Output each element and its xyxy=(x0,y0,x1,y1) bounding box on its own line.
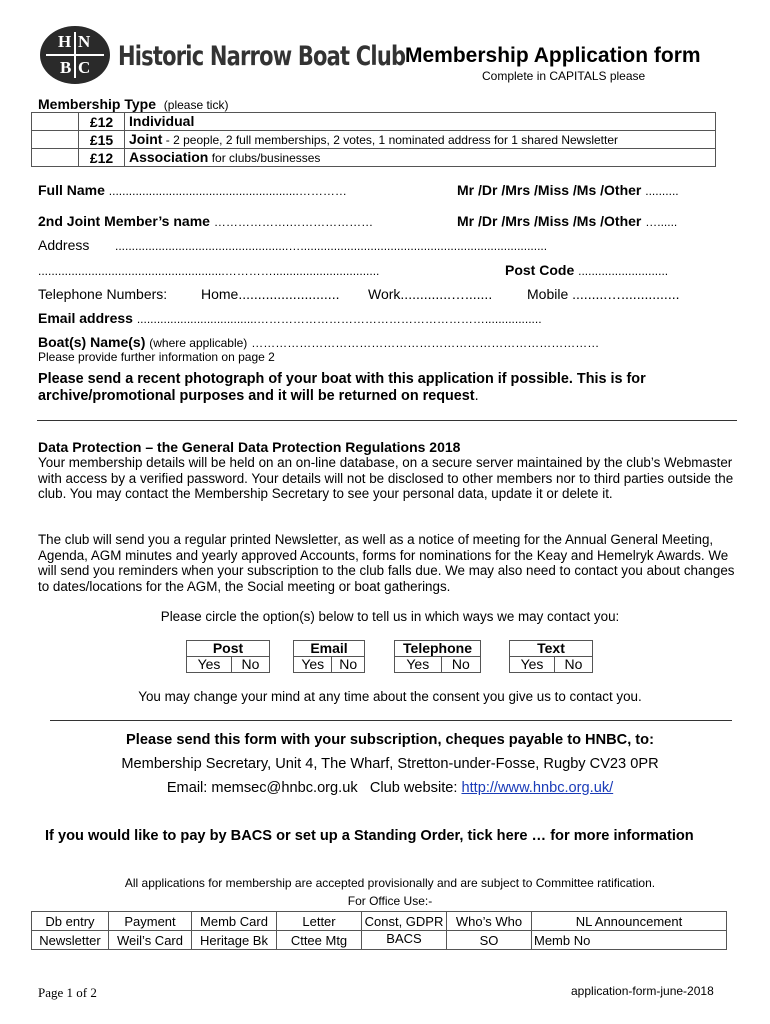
membership-price: £12 xyxy=(79,149,125,167)
send-contact xyxy=(0,780,770,796)
doc-id: application-form-june-2018 xyxy=(571,984,714,998)
consent-yes[interactable]: Yes xyxy=(395,657,442,673)
page2-note: Please provide further information on page 2 xyxy=(38,350,275,364)
office-cell: Memb No xyxy=(532,931,727,950)
membership-row-joint[interactable] xyxy=(32,131,716,149)
send-heading: Please send this form with your subscription, cheques payable to HNBC, to: xyxy=(126,732,654,748)
page-title: Membership Application form xyxy=(405,44,701,67)
divider xyxy=(50,720,732,721)
change-note: You may change your mind at any time about the consent you give us to contact you. xyxy=(138,689,642,704)
membership-type: Association xyxy=(129,149,209,165)
membership-type-hint: (please tick) xyxy=(163,98,229,112)
membership-type-heading xyxy=(38,96,228,112)
consent-yes[interactable]: Yes xyxy=(294,657,332,673)
office-cell: BACS xyxy=(362,931,447,950)
boats-field[interactable] xyxy=(38,334,599,350)
joint-member-dots[interactable]: ……………….………………… xyxy=(213,215,374,229)
phone-work[interactable]: Work.............…....... xyxy=(368,286,493,302)
full-name-label: Full Name xyxy=(38,182,105,198)
office-cell: Who’s Who xyxy=(447,912,532,931)
consent-no[interactable]: No xyxy=(441,657,480,673)
boats-hint: (where applicable) xyxy=(149,336,248,350)
consent-telephone xyxy=(394,640,481,673)
circle-note: Please circle the option(s) below to tell us in which ways we may contact you: xyxy=(160,609,620,624)
email-dots[interactable]: ....................................…………………………………………………................. xyxy=(136,312,542,326)
boats-dots[interactable]: …………………………………………………………………………… xyxy=(251,336,600,350)
consent-label: Email xyxy=(294,641,365,657)
org-name: Historic Narrow Boat Club xyxy=(118,41,406,71)
divider xyxy=(37,420,737,421)
gdpr-heading: Data Protection – the General Data Protection Regulations 2018 xyxy=(38,439,461,455)
boats-label: Boat(s) Name(s) xyxy=(38,334,146,350)
page-subtitle: Complete in CAPITALS please xyxy=(482,69,646,83)
office-cell: Db entry xyxy=(32,912,109,931)
office-use-label: For Office Use:- xyxy=(347,894,433,908)
consent-label: Telephone xyxy=(395,641,481,657)
photo-note xyxy=(38,371,718,405)
joint-member-label: 2nd Joint Member’s name xyxy=(38,213,210,229)
office-cell: Heritage Bk xyxy=(192,931,277,950)
consent-no[interactable]: No xyxy=(332,657,365,673)
gdpr-para-1: Your membership details will be held on an on-line database, on a secure server maintained by the club’s Webmaster with access by a verified password. Your details will not be disclosed to other members nor to third parties outside the club. You may contact the Membership Secretary to see your personal data, update it or delete it. xyxy=(38,455,734,501)
membership-type: Joint xyxy=(129,131,163,147)
phone-mobile[interactable]: Mobile .........…............... xyxy=(527,286,680,302)
consent-post xyxy=(186,640,270,673)
logo-letter-n: N xyxy=(78,32,91,51)
title-options-1[interactable] xyxy=(457,182,679,198)
title-options-label: Mr /Dr /Mrs /Miss /Ms /Other xyxy=(457,182,642,198)
gdpr-para-2: The club will send you a regular printed Newsletter, as well as a notice of meeting for the Annual General Meeting, Agenda, AGM minutes and yearly approved Accounts, forms for nominations for the Keay and Hemelryk Awards. We will send you reminders when your subscription to the club falls due. We may also need to contact you about changes to dates/locations for the AGM, the Social meeting or boat gatherings. xyxy=(38,532,735,594)
bacs-note[interactable]: If you would like to pay by BACS or set up a Standing Order, tick here … for more information xyxy=(45,828,694,844)
joint-member-field[interactable] xyxy=(38,213,373,229)
office-use-table xyxy=(31,911,727,950)
contact-email: Email: memsec@hnbc.org.uk xyxy=(166,780,358,796)
postcode-label: Post Code xyxy=(505,262,575,278)
address-label: Address xyxy=(38,237,90,253)
title-options-label: Mr /Dr /Mrs /Miss /Ms /Other xyxy=(457,213,642,229)
photo-note-end: . xyxy=(474,388,479,404)
title-dots[interactable]: …...... xyxy=(645,215,678,229)
email-field[interactable] xyxy=(38,310,542,326)
photo-note-text: Please send a recent photograph of your boat with this application if possible. This is for archive/promotional purposes and it will be returned on request xyxy=(38,371,646,404)
provisional-note: All applications for membership are accepted provisionally and are subject to Committee ratification. xyxy=(124,876,656,890)
membership-desc: for clubs/businesses xyxy=(208,151,321,165)
office-cell: Newsletter xyxy=(32,931,109,950)
logo-letter-b: B xyxy=(60,58,72,77)
title-dots[interactable]: .......... xyxy=(645,184,679,198)
postcode-field[interactable] xyxy=(505,262,668,278)
consent-no[interactable]: No xyxy=(231,657,269,673)
office-cell: Memb Card xyxy=(192,912,277,931)
email-label: Email address xyxy=(38,310,133,326)
phone-label: Telephone Numbers: xyxy=(38,286,168,302)
consent-label: Post xyxy=(187,641,270,657)
office-cell: Weil’s Card xyxy=(109,931,192,950)
full-name-field[interactable] xyxy=(38,182,347,198)
membership-type-table xyxy=(31,112,716,167)
office-cell: Payment xyxy=(109,912,192,931)
logo-letter-h: H xyxy=(58,32,72,51)
page-number: Page 1 of 2 xyxy=(38,985,97,1000)
consent-text xyxy=(509,640,593,673)
consent-label: Text xyxy=(510,641,593,657)
website-label: Club website: xyxy=(369,780,458,796)
office-cell: NL Announcement xyxy=(532,912,727,931)
tick-box[interactable] xyxy=(32,149,79,167)
office-cell: SO xyxy=(447,931,532,950)
address-dots[interactable]: ....................................................….......................................................................... xyxy=(115,239,548,253)
title-options-2[interactable] xyxy=(457,213,677,229)
tick-box[interactable] xyxy=(32,113,79,131)
phone-home[interactable]: Home.......................... xyxy=(201,286,340,302)
send-address: Membership Secretary, Unit 4, The Wharf, Stretton-under-Fosse, Rugby CV23 0PR xyxy=(121,756,659,772)
consent-email xyxy=(293,640,365,673)
consent-yes[interactable]: Yes xyxy=(187,657,232,673)
club-logo xyxy=(40,26,110,84)
postcode-dots[interactable]: ........................... xyxy=(578,264,669,278)
logo-v-divider xyxy=(74,32,76,78)
membership-type-label: Membership Type xyxy=(38,96,156,112)
office-cell: Const, GDPR xyxy=(362,912,447,931)
office-cell: Letter xyxy=(277,912,362,931)
membership-row-association[interactable] xyxy=(32,149,716,167)
consent-no[interactable]: No xyxy=(554,657,592,673)
membership-row-individual[interactable] xyxy=(32,113,716,131)
membership-price: £15 xyxy=(79,131,125,149)
website-link[interactable]: http://www.hnbc.org.uk/ xyxy=(461,780,614,796)
address-dots-2[interactable]: ........................................................…………................................ xyxy=(38,264,380,278)
membership-desc: - 2 people, 2 full memberships, 2 votes, 1 nominated address for 1 shared Newsletter xyxy=(162,133,619,147)
membership-price: £12 xyxy=(79,113,125,131)
membership-type: Individual xyxy=(129,113,195,129)
office-cell: Cttee Mtg xyxy=(277,931,362,950)
logo-letter-c: C xyxy=(78,58,91,77)
consent-yes[interactable]: Yes xyxy=(510,657,555,673)
full-name-dots[interactable]: .........................................................………… xyxy=(108,184,347,198)
tick-box[interactable] xyxy=(32,131,79,149)
